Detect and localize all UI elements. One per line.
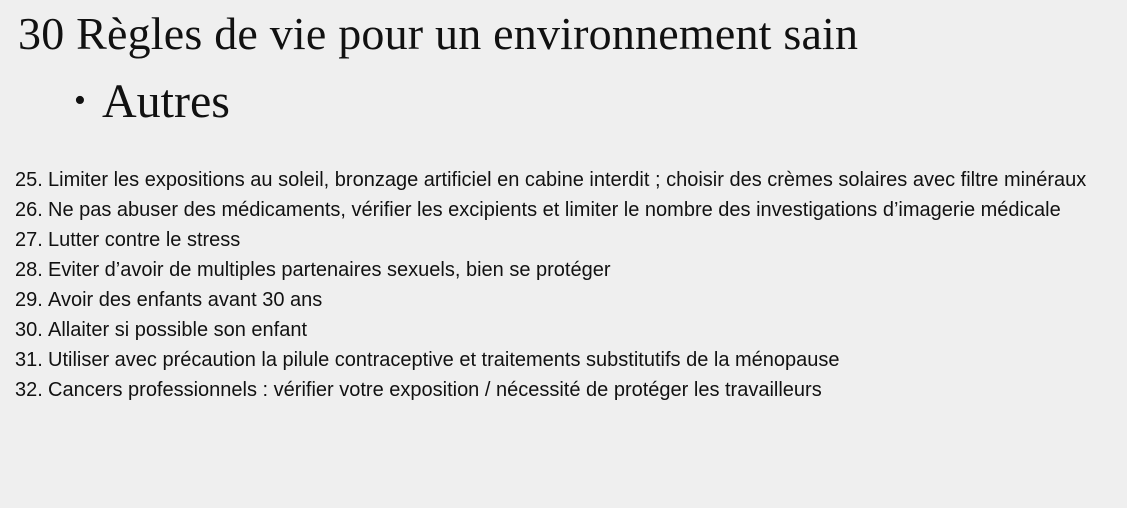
rule-number: 30. [15,319,43,341]
bullet-glyph: • [74,82,86,119]
rules-list [0,165,1127,405]
rule-number: 32. [15,379,43,401]
rule-number: 27. [15,229,43,251]
rule-text: Ne pas abuser des médicaments, vérifier les excipients et limiter le nombre des investigations d’imagerie médicale [48,199,1061,221]
rule-number: 31. [15,349,43,371]
slide-title: 30 Règles de vie pour un environnement sain [18,8,859,59]
rule-text: Limiter les expositions au soleil, bronzage artificiel en cabine interdit ; choisir des crèmes solaires avec filtre minéraux [48,169,1087,191]
section-heading-label: Autres [102,75,230,128]
rule-item-27 [0,225,1127,255]
rule-text: Utiliser avec précaution la pilule contraceptive et traitements substitutifs de la ménopause [48,349,840,371]
rule-item-32 [0,375,1127,405]
rule-number: 25. [15,169,43,191]
rule-text: Cancers professionnels : vérifier votre exposition / nécessité de protéger les travailleurs [48,379,822,401]
rule-text: Avoir des enfants avant 30 ans [48,289,323,311]
section-heading [74,72,230,131]
rule-text: Lutter contre le stress [48,229,241,251]
rule-item-30 [0,315,1127,345]
rule-item-31 [0,345,1127,375]
rule-item-29 [0,285,1127,315]
rule-number: 26. [15,199,43,221]
rule-item-26 [0,195,1127,225]
rule-item-28 [0,255,1127,285]
rule-number: 29. [15,289,43,311]
rule-item-25 [0,165,1127,195]
rule-number: 28. [15,259,43,281]
rule-text: Eviter d’avoir de multiples partenaires sexuels, bien se protéger [48,259,611,281]
rule-text: Allaiter si possible son enfant [48,319,308,341]
